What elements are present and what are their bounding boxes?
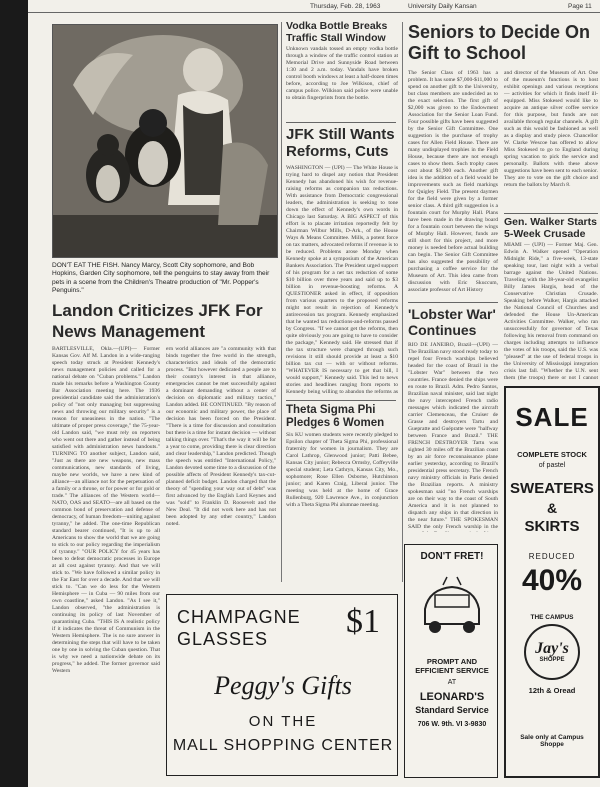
landon-column-2: ern world alliances are "a community with that binds together the free world in the strength, characteristics and ideals of the democratic process. "But however dedicated a people are to their country's interest in that alliance, emergencies cannot be met successfully against a dominant demanding without a center of decision on diplomatic and military tactics," Landon added. BE CONTINUED. "By reason of our economic and military power, the place of decision has been forced on the President. "There is a time for discussion and consultation but there is a time for instant decision — without talking things over. "That's the way it will be for a year to come, providing there is clear direction and clear leadership," Landon predicted. Though the speech was entitled "International Policy," Landon devoted some time to a discussion of the possible affects of President Kennedy's tax-cut-planned deficit budget. Landon charged that the theory of "spending your way out of debt" was first advanced by the English Lord Keynes and was "sold" to Franklin D. Roosevelt and the New Deal. "It did not work here and has not been adopted by any other country," Landon noted.: [166, 346, 276, 527]
leonards-subtitle: Standard Service: [415, 705, 489, 715]
seniors-rule: [504, 213, 598, 214]
sale-title: SALE: [515, 402, 589, 432]
ad-product-line-1: CHAMPAGNE: [177, 607, 301, 627]
peggys-gifts-ad: [166, 594, 398, 776]
ad-store-name: Peggy's Gifts: [214, 671, 352, 700]
seniors-column-1: The Senior Class of 1963 has a problem. It has some $7,000-$11,000 to spend on another gift to the University, but class members are undecided as to the exact selection. The first gift of $2,000 was given to the Endowment Association for the Senior Loan Fund. Four possible gifts have been suggested by the Senior Gift Committee. One suggestion is the purchase of trophy cases for Allen Field House. There are many undisplayed trophies in the Field House, because there are not enough cases to show them. Such trophy cases cost about $1,900 each. Another gift idea is the addition of a field would be improvements such as field markings for Quigley Field. The present daymen for the field were given by a former senior class. A third gift suggestion is a fountain court for Murphy Hall. Plans have been made in the drawing board for a fountain court between the wings of Murphy Hall. However, funds are still short for this project, and more money is needed before actual building can begin. The Senior Gift Committee has also suggested the possibility of purchasing a coffee service for the Museum of Art. This idea came from discussion with Eric Skuccum, associate professor of Art History: [408, 70, 498, 293]
header-rule: [28, 12, 600, 13]
lobster-headline: 'Lobster War' Continues: [408, 306, 496, 338]
column-rule: [281, 22, 282, 582]
sale-complete-stock: COMPLETE STOCK: [517, 450, 587, 459]
landon-headline: Landon Criticizes JFK For News Management: [52, 301, 263, 341]
sale-sweaters: SWEATERS: [510, 480, 594, 497]
jays-logo-text: Jay's: [535, 640, 569, 657]
column-rule-2: [402, 22, 403, 582]
walker-article: MIAMI — (UPI) — Former Maj. Gen. Edwin A. Walker opened "Operation Midnight Ride," a five-week, 13-state speaking tour, last night with a verbal barrage against the United Nations. Traveling with the 38-year-old evangelist Billy James Hargis, head of the Conservative Christian Crusade. Speaking before Walker, Hargis attacked the National Council of Churches and defended the House Un-American Activities Committee. Walker, who ran unsuccessfully for governor of Texas following his removal from command on charges including attempts to influence the votes of his troops, said the U.S. was "pleased" at the use of federal troops in the University of Mississippi integration crisis last fall. "Whether the U.N. sent them (the troops) there or not I cannot: [504, 242, 598, 381]
vodka-headline: Vodka Bottle Breaks Traffic Stall Window: [286, 20, 388, 44]
sale-the-campus: THE CAMPUS: [530, 614, 574, 621]
ad-price: $1: [346, 603, 380, 640]
jfk-article: WASHINGTON — (UPI) — The White House is trying hard to dispel any notion that President Kennedy has abandoned his wish for revenue-raising reforms as companion tax reductions. With assistance from Democratic congressional leaders, the administration is seeking to tone down the effect of Kennedy's own words in Chicago last Saturday. A BIG ASPECT of this effort is to placate irritation reportedly felt by Chairman Wilbur Mills, D-Ark., of the House Ways & Means Committee. Mills, a potent force on tax matters, advocated reforms if revenue is to be reduced. Problems arose Monday when Kennedy spoke at a symposium of the American Bankers Association. The President urged support of his program for a net tax reduction of some $10 billion over three years and said up to $3 billion in revenue-boosting reforms. A QUESTIONER asked in effect, if opposition from various quarters to the proposed reforms might not result in rejection of Kennedy's antirecession tax program. Kennedy emphasized that he wanted tax reductions-and-reforms passed by Congress. "If we cannot get the reforms, then quite obviously you are going to have to consider the package," Kennedy said. He stressed that if the tax structure were changed through such revisions it still should provide at least a $10 billion tax cut — with or without reforms. "WHATEVER IS necessary to get that bill, I would support," Kennedy said. This led to news stories and headlines ranging from reports to Kennedy being willing to abandon the reforms as: [286, 165, 398, 395]
sale-skirts: SKIRTS: [524, 518, 580, 535]
photo-illustration: [53, 25, 278, 258]
lobster-article: RIO DE JANEIRO, Brazil—(UPI) —The Brazilian navy stood ready today to repel four French warships believed headed for the coast of Brazil in the "Lobster War" between the two countries. France denied the ships were en route to Brazil. Adm. Pedro Santos, Brazilian naval minister, said last night the navy intercepted French radio messages which indicated the aircraft carrier Clemenceau, the Cruiser de Grasse and destroyers Tartu and Guepratte and Guépratte were "halfway between France and Brazil." THE FRENCH DESTROYER Tartu was sighted 30 miles off the Brazilian coast by an air force reconnaissance plane earlier yesterday, according to Brazil's presidential press secretary. The French navy ministry officials in Paris denied the Brazilian reports. A ministry spokesman said "no French warships are on their way to the coast of South America and it is not planned to dispatch any ships in that direction in the near future." THE SPOKESMAN SAID the only French warship in the: [408, 342, 498, 530]
newspaper-page: [28, 0, 600, 787]
leonards-service: PROMPT AND EFFICIENT SERVICE: [415, 657, 489, 675]
paper-name: University Daily Kansan: [408, 3, 477, 10]
ad-product-line-2: GLASSES: [177, 629, 269, 649]
seniors-end-rule: [408, 302, 498, 303]
jays-logo-shoppe: SHOPPE: [539, 657, 565, 663]
leonards-headline: DON'T FRET!: [420, 551, 484, 562]
sale-address: 12th & Oread: [528, 686, 576, 695]
leonards-at: AT: [447, 679, 457, 686]
penguin-photo: [52, 24, 278, 258]
vodka-rule: [286, 122, 396, 123]
jays-logo: [524, 624, 580, 680]
seniors-column-2: and director of the Museum of Art. One of the museum's functions is to host exhibit openings and various receptions — activities for which it finds itself ill-equipped. Miss Stokesed would like to acquire an antique silver coffee service for this purpose, but funds are not available through regular channels. A gift such as this would be fashioned as well as a display and study piece. Chancellor W. Clarke Wescoe has offered to allow Miss Stokesed to go to England during spring vacation to pick the service and personally. Ballots with these above suggestions have been sent to each senior. They are to vote on the gift choice and return the ballots by March 8.: [504, 70, 598, 188]
sale-of-pastel: of pastel: [538, 462, 566, 469]
photo-caption: DON'T EAT THE FISH. Nancy Marcy, Scott City sophomore, and Bob Hopkins, Garden City sophomore, tell the penguins to stay away from their pets in a scene from the Children's Theatre production of "Mr. Popper's Penguins.": [52, 262, 270, 295]
page-number: Page 11: [568, 3, 592, 10]
issue-date: Thursday, Feb. 28, 1963: [310, 3, 381, 10]
sale-only-at: Sale only at Campus Shoppe: [520, 734, 584, 748]
jfk-rule: [286, 400, 396, 401]
leonards-ad: [404, 544, 498, 778]
landon-column-1: BARTLESVILLE, Okla.—(UPI)— Former Kansas Gov. Alf M. Landon in a wide-ranging speech today struck at President Kennedy's news management policies and called for a national debate on "Cuban problems." Landon made his remarks before a Washington County Bar Association meeting here. The 1936 presidential candidate said the administration's policy of "not only managing but suppressing news and throwing our military security" is a reason for uneasiness in the nation. "The ultimate of proper press coverage," the 75-year-old Landon said, "we must rely on reporters who went out there and gather instead of being satisfied with administration news handouts." TURNING TO another subject, Landon said, "Just as there are new weapons, new mass communications, new standards of living, maybe new worlds, we have a new kind of alliance—an alliance not for the perpetuation of a family or a throne, or for power or for gold or trade." The alliances of the Western world—NATO, OAS and SEATO—are all based on the common bond of preservation and defense of democracy, of human freedom—uniting against tyranny," he added. The one-time Republican standard bearer continued, "It is up to all Americans to show the world that we are going to stick to our policy regarding the imperialism of tyranny." "OUR POLICY for 45 years has been to defeat democratic processes in Europe at all cost against tyranny. And that we will stick to. "We have followed a similar policy in the Far East for over a decade. And that we will stick to. "Can we do less for the Western Hemisphere — in Cuba — 90 miles from our own coastline," asked Landon. "As I see it," Landon observed, "the administration is continuing its policy of last November of quarantining Cuba. "THIS IS A realistic policy if it indicates the threat of Communism in the Western Hemisphere. The is no sure answer in determining the steps that will have to be taken one by one in solving the Cuban question. That is why we need a nationwide debate on its progress," he added. The former governor said Western: [52, 346, 160, 674]
sale-reduced: REDUCED: [528, 552, 576, 561]
ad-location-on: ON THE: [248, 713, 318, 730]
ad-location: MALL SHOPPING CENTER: [172, 737, 394, 754]
leonards-address: 706 W. 9th. VI 3-9830: [417, 721, 487, 728]
theta-article: Six KU women students were recently pledged to Epsilon chapter of Theta Sigma Phi, professional fraternity for women in journalism. They are Carol Lathrop, Glenwood junior; Patti Bebee, Kansas City junior; Rebecca Ormsby, Coffeyville special student; Leta Cathryn, Kansas City, Mo., sophomore; Rose Ellen Osborne, Hutchinson junior; and Karen Craig, Liberal junior. The meeting was held at the home of Grace Rullenburg, 920 Lawrence Ave., in conjunction with a Theta Sigma Phi alumnae meeting.: [286, 432, 398, 508]
theta-headline: Theta Sigma Phi Pledges 6 Women: [286, 404, 385, 429]
campus-shoppe-sale-ad: [504, 386, 600, 778]
sale-percent: 40%: [521, 564, 583, 597]
leonards-name: LEONARD'S: [419, 691, 485, 703]
vodka-article: Unknown vandals tossed an empty vodka bottle through a window of the traffic control station at Memorial Drive and Sunnyside Road between 1:30 and 2 a.m. today. Vandals have broken control booth windows at least a half-dozen times before, according to Joe Wilkison, chief of campus police. Wilkison said police were unable to obtain fingerprints from the bottle.: [286, 46, 398, 101]
walker-headline: Gen. Walker Starts 5-Week Crusade: [504, 216, 597, 240]
jfk-headline: JFK Still Wants Reforms, Cuts: [286, 126, 395, 160]
seniors-headline: Seniors to Decide On Gift to School: [408, 22, 591, 63]
sale-ampersand: &: [546, 500, 558, 516]
car-icon: [417, 569, 487, 649]
